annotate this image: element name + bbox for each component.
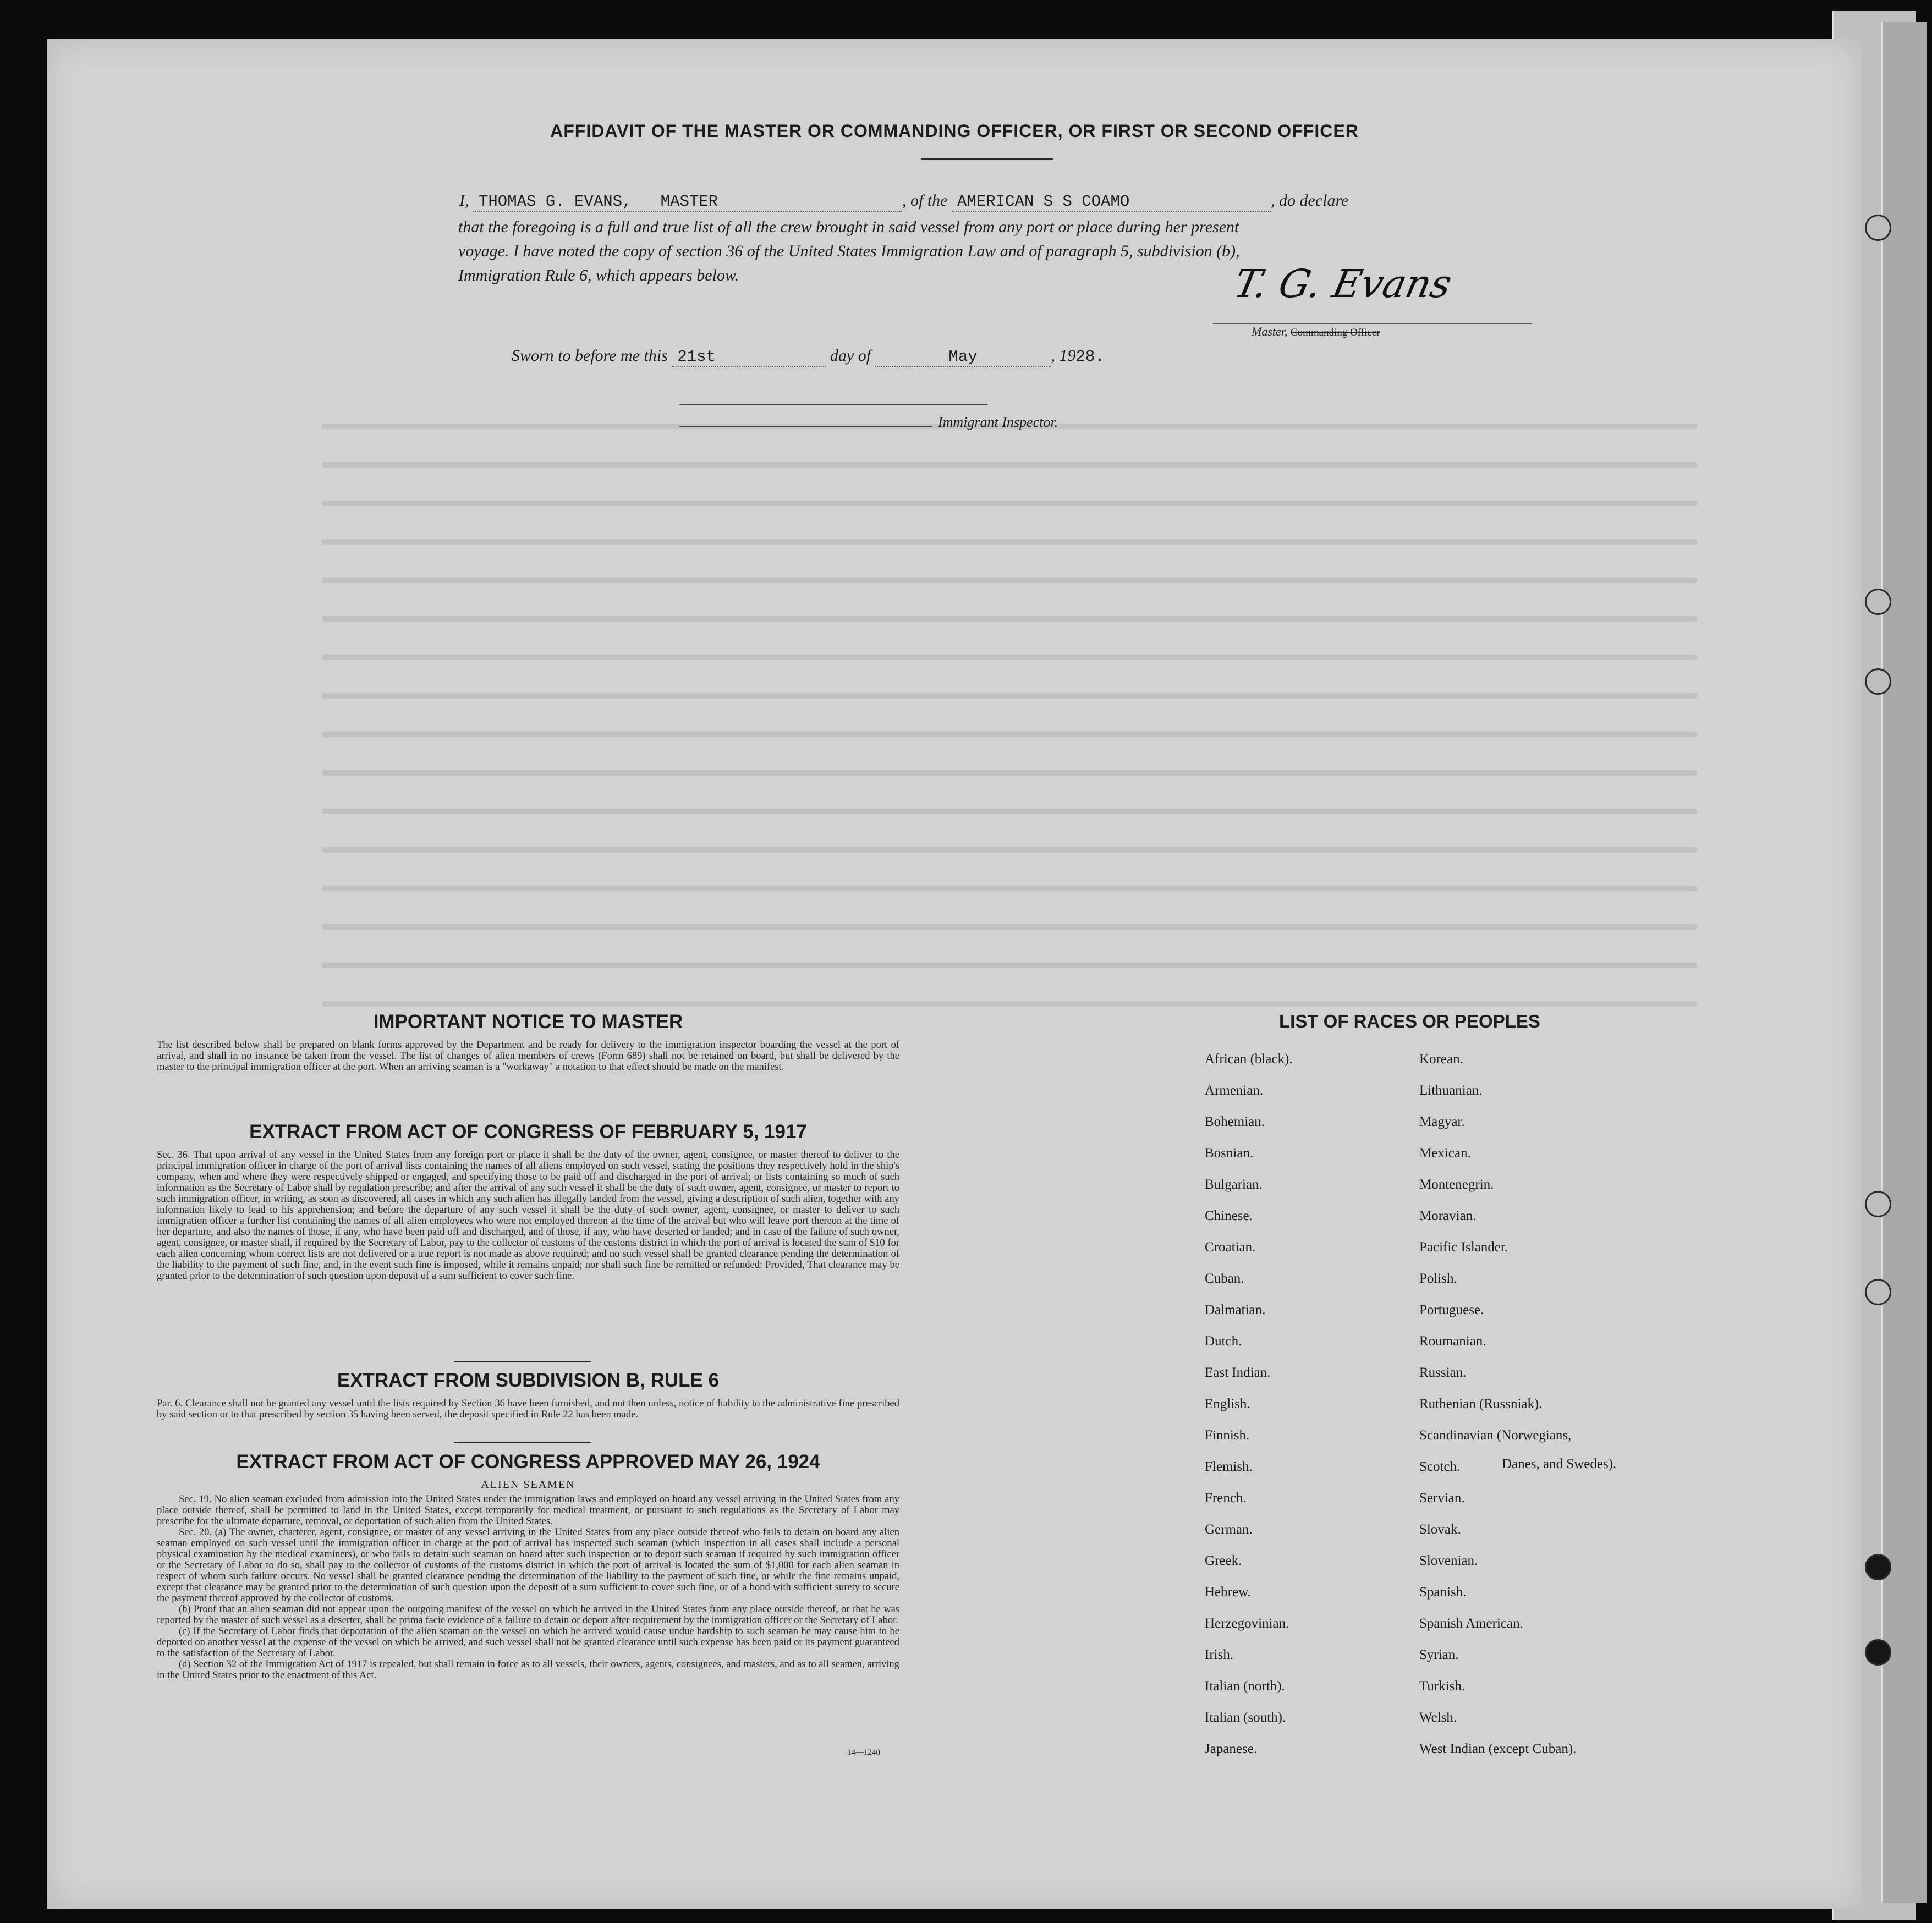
officer-field xyxy=(473,193,902,212)
extract-rule6-title: EXTRACT FROM SUBDIVISION B, RULE 6 xyxy=(337,1370,720,1391)
race-item: Finnish. xyxy=(1205,1428,1250,1443)
race-item: Bulgarian. xyxy=(1205,1177,1263,1192)
race-item: English. xyxy=(1205,1397,1250,1411)
race-item: Welsh. xyxy=(1419,1710,1457,1725)
race-item: Korean. xyxy=(1419,1052,1463,1067)
master-signature: T. G. Evans xyxy=(1230,261,1456,306)
extract-1924-title: EXTRACT FROM ACT OF CONGRESS APPROVED MAY 26, 1924 xyxy=(236,1451,820,1473)
officer-rank: MASTER xyxy=(660,193,718,211)
signature-caption xyxy=(1252,325,1380,339)
binder-hole xyxy=(1865,215,1891,241)
race-item: Lithuanian. xyxy=(1419,1083,1483,1098)
race-item: Greek. xyxy=(1205,1553,1242,1568)
year-prefix: , 19 xyxy=(1051,347,1076,365)
sworn-line xyxy=(512,347,1105,367)
race-item: Slovak. xyxy=(1419,1522,1461,1537)
race-item: Mexican. xyxy=(1419,1146,1471,1161)
race-item: Magyar. xyxy=(1419,1114,1465,1129)
race-item: Flemish. xyxy=(1205,1459,1253,1474)
sec20a-paragraph: Sec. 20. (a) The owner, charterer, agent, consignee, or master of any vessel arriving in the United States from any place outside thereof who fails to detain on board any alien seaman employed on such vessel until the immigration officer in charge at the port of arrival has inspected such seaman (which inspection in all cases shall include a personal physical examination by the medical examiners), or who fails to detain such seaman on board after such inspection or to deport such seaman if required by such immigration officer or the Secretary of Labor to do so, shall pay to the collector of customs of the customs district in which the port of arrival is located the sum of $1,000 for each alien seaman in respect of whom such failure occurs. No vessel shall be granted clearance pending the determination of the liability to the payment of such fine, or while the fine remains unpaid, except that clearance may be granted prior to the determination of such question upon the deposit of a sum sufficient to cover such fine, or of a bond with sufficient surety to secure the payment thereof approved by the collector of customs. xyxy=(157,1527,899,1604)
races-title: LIST OF RACES OR PEOPLES xyxy=(1279,1011,1540,1031)
sworn-prefix: Sworn to before me this xyxy=(512,347,668,365)
title-rule xyxy=(921,158,1053,160)
extract-1917-title: EXTRACT FROM ACT OF CONGRESS OF FEBRUARY 5, 1917 xyxy=(249,1121,807,1142)
affidavit-line2: that the foregoing is a full and true list of all the crew brought in said vessel from any port or place during her present xyxy=(458,218,1239,236)
race-item: Bosnian. xyxy=(1205,1146,1254,1161)
affidavit-line1 xyxy=(459,191,1560,212)
of-the-label: , of the xyxy=(902,191,948,210)
sec20d-paragraph: (d) Section 32 of the Immigration Act of 1917 is repealed, but shall remain in force as to all vessels, their owners, agents, consignees, and masters, and as to all seamen, arriving in the United States prior to the enactment of this Act. xyxy=(157,1659,899,1681)
race-item: Chinese. xyxy=(1205,1208,1253,1223)
race-item: Italian (south). xyxy=(1205,1710,1286,1725)
sec20b-paragraph: (b) Proof that an alien seaman did not appear upon the outgoing manifest of the vessel on which he arrived in the United States from any place outside thereof, or that he was reported by the master of such vessel as a deserter, shall be prima facie evidence of a failure to detain or deport after requirement by the immigration officer or the Secretary of Labor. xyxy=(157,1604,899,1626)
race-item: East Indian. xyxy=(1205,1365,1271,1380)
notice-title: IMPORTANT NOTICE TO MASTER xyxy=(373,1011,683,1032)
sec20c-paragraph: (c) If the Secretary of Labor finds that deportation of the alien seaman on the vessel on which he arrived would cause undue hardship to such seaman he may cause him to be deported on another vessel at the expense of the vessel on which he arrived, and such vessel shall not be granted clearance until such expense has been paid or its payment guaranteed to the satisfaction of the Secretary of Labor. xyxy=(157,1626,899,1659)
affidavit-line4: Immigration Rule 6, which appears below. xyxy=(458,266,739,284)
race-item: Roumanian. xyxy=(1419,1334,1486,1349)
section-rule xyxy=(454,1361,591,1362)
race-item: Moravian. xyxy=(1419,1208,1477,1223)
form-number: 14—1240 xyxy=(847,1748,880,1757)
race-item: Dalmatian. xyxy=(1205,1303,1266,1317)
race-item: Danes, and Swedes). xyxy=(1502,1457,1617,1471)
race-item: Russian. xyxy=(1419,1365,1467,1380)
race-item: Japanese. xyxy=(1205,1741,1258,1756)
race-item: Spanish American. xyxy=(1419,1616,1523,1631)
extract-rule6-text: Par. 6. Clearance shall not be granted any vessel until the lists required by Section 36 have been furnished, and not then unless, notice of liability to the administrative fine prescribed by said section or to that prescribed by section 35 having been served, the deposit specified in Rule 22 has been made. xyxy=(157,1398,899,1420)
race-item: Turkish. xyxy=(1419,1679,1466,1694)
race-item: Montenegrin. xyxy=(1419,1177,1494,1192)
race-item: Syrian. xyxy=(1419,1647,1459,1662)
race-item: French. xyxy=(1205,1491,1247,1506)
race-item: Armenian. xyxy=(1205,1083,1264,1098)
sworn-year: 28. xyxy=(1075,348,1105,366)
binder-hole xyxy=(1865,1554,1891,1580)
race-item: Slovenian. xyxy=(1419,1553,1478,1568)
binder-hole xyxy=(1865,1191,1891,1217)
caption-struck: Commanding Officer xyxy=(1290,327,1380,338)
binder-hole xyxy=(1865,668,1891,695)
extract-1917-text: Sec. 36. That upon arrival of any vessel in the United States from any foreign port or place it shall be the duty of the owner, agent, consignee, or master thereof to deliver to the principal immigration officer in charge of the port of arrival lists containing the names of all aliens employed on such vessel, stating the positions they respectively hold in the ship's company, when and where they were respectively shipped or engaged, and specifying those to be paid off and discharged in the port of arrival; or lists containing so much of such information as the Secretary of Labor shall by regulation prescribe; and after the arrival of any such vessel it shall be the duty of such owner, agent, consignee, or master to report to such immigration officer, in writing, as soon as discovered, all cases in which any such alien has illegally landed from the vessel, giving a description of such alien, together with any information likely to lead to his apprehension; and before the departure of any such vessel it shall be the duty of such owner, agent, consignee, or master to deliver to such immigration officer a further list containing the names of all alien employees who were not employed thereon at the time of the arrival but who will leave port thereon at the time of her departure, and also the names of those, if any, who have been paid off and discharged, and of those, if any, who have deserted or landed; and in case of the failure of such owner, agent, consignee, or master shall, if required by the Secretary of Labor, pay to the collector of customs of the customs district in which the port of arrival is located the sum of $10 for each alien concerning whom correct lists are not delivered or a true report is not made as above required; and no such vessel shall be granted clearance pending the determination of the liability to the payment of such fine, and, in the event such fine is imposed, while it remains unpaid; nor shall such fine be remitted or refunded: Provided, That clearance may be granted prior to the determination of such question upon deposit of a sum sufficient to cover such fine. xyxy=(157,1150,899,1282)
notice-text: The list described below shall be prepared on blank forms approved by the Department and be ready for delivery to the immigration inspector boarding the vessel at the port of arrival, and shall in no instance be taken from the vessel. The list of changes of alien members of crews (Form 689) shall not be retained on board, but shall be delivered by the master to the principal immigration officer at the port. When an arriving seaman is a "workaway" a notation to that effect should be made on the manifest. xyxy=(157,1040,899,1073)
race-item: Spanish. xyxy=(1419,1585,1467,1600)
officer-name: THOMAS G. EVANS, xyxy=(479,193,632,211)
race-item: Scandinavian (Norwegians, xyxy=(1419,1428,1572,1443)
sworn-day: 21st xyxy=(672,348,826,367)
binder-hole xyxy=(1865,1279,1891,1305)
section-rule xyxy=(454,1442,591,1443)
affidavit-line3: voyage. I have noted the copy of section 36 of the United States Immigration Law and of paragraph 5, subdivision (b), xyxy=(458,242,1240,260)
inspector-line xyxy=(679,426,932,427)
inspector-line-top xyxy=(679,404,987,405)
vessel-field: AMERICAN S S COAMO xyxy=(952,193,1271,212)
underlying-sheet-edge xyxy=(1881,22,1927,1903)
race-item: Portuguese. xyxy=(1419,1303,1484,1317)
race-item: African (black). xyxy=(1205,1052,1293,1067)
do-declare-label: , do declare xyxy=(1271,191,1349,210)
affidavit-i-label: I, xyxy=(459,191,469,210)
race-item: Pacific Islander. xyxy=(1419,1240,1508,1255)
race-item: Servian. xyxy=(1419,1491,1465,1506)
race-item: Bohemian. xyxy=(1205,1114,1265,1129)
race-item: Ruthenian (Russniak). xyxy=(1419,1397,1543,1411)
signature-line xyxy=(1213,323,1532,324)
day-of-label: day of xyxy=(830,347,871,365)
caption-master: Master, xyxy=(1252,325,1288,338)
race-item: West Indian (except Cuban). xyxy=(1419,1741,1577,1756)
inspector-label: Immigrant Inspector. xyxy=(938,414,1058,430)
race-item: Polish. xyxy=(1419,1271,1457,1286)
race-item: Cuban. xyxy=(1205,1271,1244,1286)
affidavit-title: AFFIDAVIT OF THE MASTER OR COMMANDING OFFICER, OR FIRST OR SECOND OFFICER xyxy=(550,121,1359,141)
race-item: Hebrew. xyxy=(1205,1585,1251,1600)
extract-1924-subtitle: ALIEN SEAMEN xyxy=(481,1479,575,1491)
binder-hole xyxy=(1865,1639,1891,1666)
extract-1924-body xyxy=(157,1494,899,1681)
sworn-month: May xyxy=(875,348,1051,367)
race-item: German. xyxy=(1205,1522,1253,1537)
sec19-paragraph: Sec. 19. No alien seaman excluded from admission into the United States under the immigration laws and employed on board any vessel arriving in the United States from any place outside thereof, shall be permitted to land in the United States, except temporarily for medical treatment, or pursuant to such regulations as the Secretary of Labor may prescribe for the ultimate departure, removal, or deportation of such alien from the United States. xyxy=(157,1494,899,1527)
race-item: Dutch. xyxy=(1205,1334,1242,1349)
document-page xyxy=(47,39,1862,1909)
race-item: Scotch. xyxy=(1419,1459,1461,1474)
race-item: Irish. xyxy=(1205,1647,1234,1662)
race-item: Herzegovinian. xyxy=(1205,1616,1289,1631)
race-item: Italian (north). xyxy=(1205,1679,1285,1694)
race-item: Croatian. xyxy=(1205,1240,1256,1255)
binder-hole xyxy=(1865,589,1891,615)
